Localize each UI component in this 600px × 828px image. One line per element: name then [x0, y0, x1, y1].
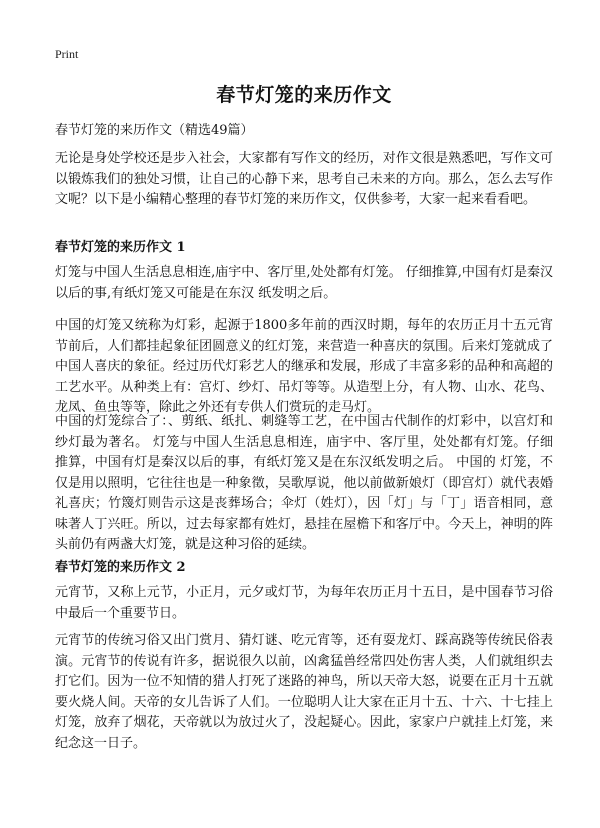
subtitle: 春节灯笼的来历作文（精选49篇） [55, 123, 254, 138]
section-1-paragraph-2: 中国的灯笼又统称为灯彩，起源于1800多年前的西汉时期，每年的农历正月十五元宵节前后，人们都挂起象征团圆意义的红灯笼，来营造一种喜庆的氛围。后来灯笼就成了中国人喜庆的象征。经过历代灯彩艺人的继承和发展，形成了丰富多彩的品种和高超的工艺水平。从种类上有：宫灯、纱灯、吊灯等等。从造型上分，有人物、山水、花鸟、龙凤、鱼虫等等，除此之外还有专供人们赏玩的走马灯。 [55, 318, 553, 415]
section-heading-1: 春节灯笼的来历作文 1 [55, 240, 186, 255]
section-heading-2: 春节灯笼的来历作文 2 [55, 560, 186, 575]
page-title: 春节灯笼的来历作文 [216, 84, 392, 106]
section-1-paragraph-3: 中国的灯笼综合了：、剪纸、纸扎、刺缝等工艺，在中国古代制作的灯彩中，以宫灯和纱灯最为著名。 灯笼与中国人生活息息相连，庙宇中、客厅里，处处都有灯笼。仔细推算，中国有灯是秦汉以后的事，有纸灯笼又是在东汉纸发明之后。 中国的 灯笼，不仅是用以照明，它往往也是一种象徵，吴歌厚说，他以前做新娘灯（即宫灯）就代表婚礼喜庆；竹篾灯则告示这是丧葬场合；伞灯（姓灯），因「灯」与「丁」语音相同，意味著人丁兴旺。所以，过去每家都有姓灯，悬挂在屋檐下和客厅中。今天上，神明的阵头前仍有两盏大灯笼，就是这种习俗的延续。 [55, 414, 553, 552]
print-label: Print [55, 47, 79, 61]
section-1-paragraph-1: 灯笼与中国人生活息息相连,庙宇中、客厅里,处处都有灯笼。 仔细推算,中国有灯是秦汉以后的事,有纸灯笼又可能是在东汉 纸发明之后。 [55, 265, 553, 301]
section-2-paragraph-2: 元宵节的传统习俗又出门赏月、猜灯谜、吃元宵等，还有耍龙灯、踩高跷等传统民俗表演。元宵节的传说有许多，据说很久以前，凶禽猛兽经常四处伤害人类，人们就组织去打它们。因为一位不知情的猎人打死了迷路的神鸟，所以天帝大怒，说要在正月十五就要火烧人间。天帝的女儿告诉了人们。一位聪明人让大家在正月十五、十六、十七挂上灯笼，放弃了烟花，天帝就以为放过火了，没起疑心。因此，家家户户就挂上灯笼，来纪念这一日子。 [55, 633, 553, 751]
section-2-paragraph-1: 元宵节，又称上元节，小正月，元夕或灯节，为每年农历正月十五日，是中国春节习俗中最后一个重要节日。 [55, 585, 553, 621]
intro-paragraph: 无论是身处学校还是步入社会，大家都有写作文的经历，对作文很是熟悉吧，写作文可以锻炼我们的独处习惯，让自己的心静下来，思考自己未来的方向。那么，怎么去写作文呢？以下是小编精心整理的春节灯笼的来历作文，仅供参考，大家一起来看看吧。 [55, 151, 553, 207]
